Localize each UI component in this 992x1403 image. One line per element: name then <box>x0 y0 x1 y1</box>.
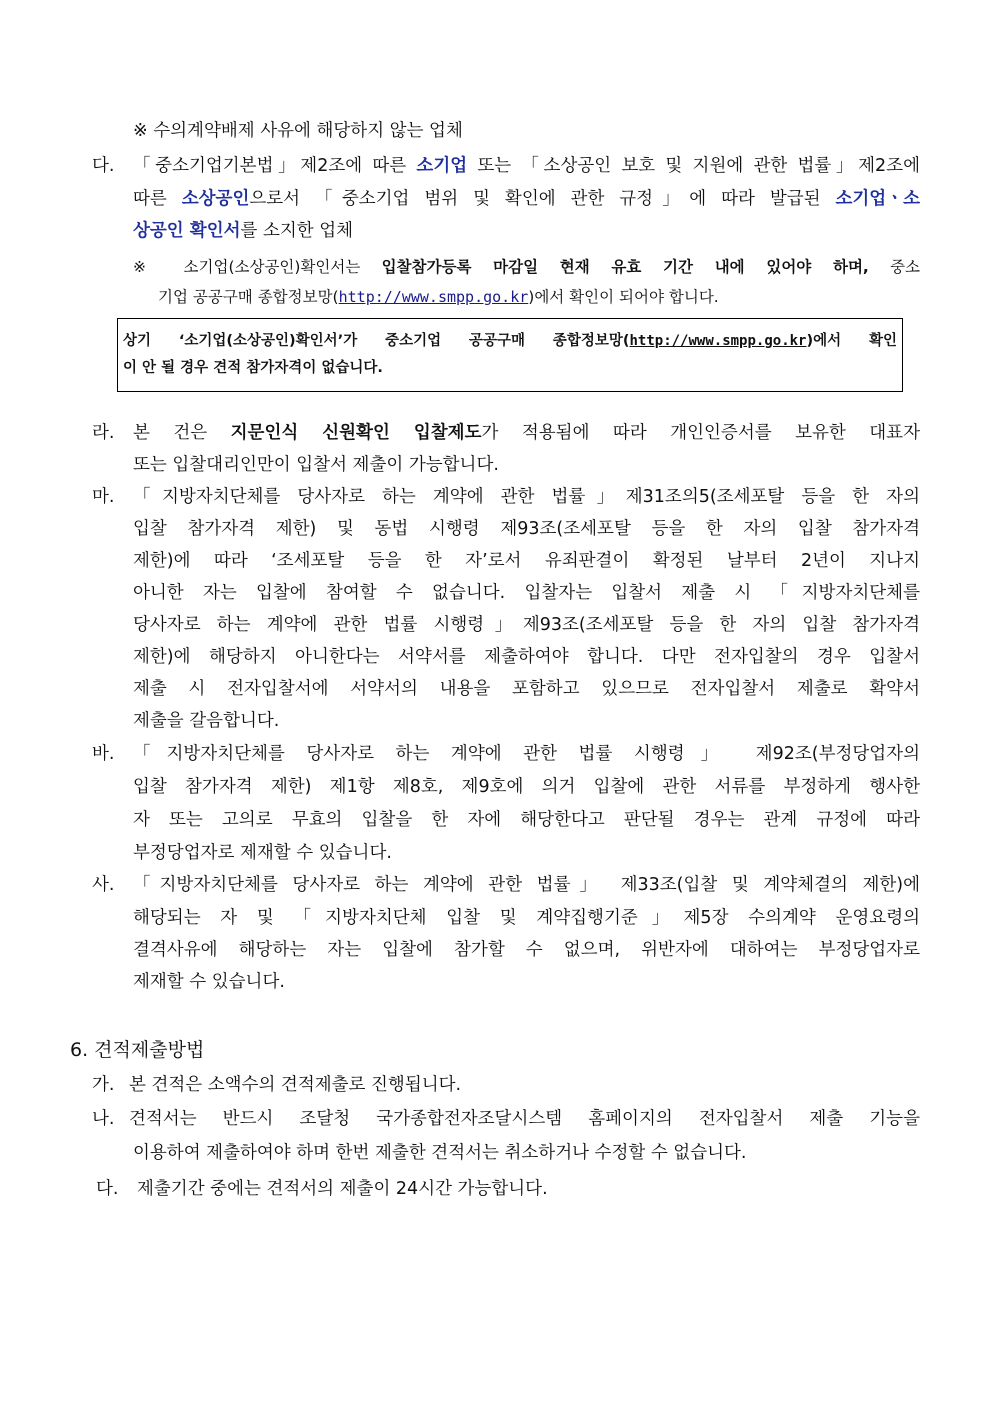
section6-na-line2: 이용하여 제출하여야 하며 한번 제출한 견적서는 취소하거나 수정할 수 없습니다. <box>133 1143 747 1163</box>
notice-smpp-link[interactable]: http://www.smpp.go.kr <box>629 333 807 349</box>
item-sa-line: 해당되는 자 및 「지방자치단체 입찰 및 계약집행기준」제5장 수의계약 운영요령의 <box>133 908 920 928</box>
item-ba-line: 「지방자치단체를 당사자로 하는 계약에 관한 법률 시행령」 제92조(부정당업자의 <box>133 744 920 764</box>
item-ra-line1: 본 건은 지문인식 신원확인 입찰제도가 적용됨에 따라 개인인증서를 보유한 대표자 <box>133 423 920 443</box>
item-sa-line: 「지방자치단체를 당사자로 하는 계약에 관한 법률」 제33조(입찰 및 계약체결의 제한)에 <box>133 875 920 895</box>
item-ma-line: 「지방자치단체를 당사자로 하는 계약에 관한 법률」제31조의5(조세포탈 등을 한 자의 <box>133 487 920 507</box>
item-ba-line: 입찰 참가자격 제한) 제1항 제8호, 제9호에 의거 입찰에 관한 서류를 부정하게 행사한 <box>133 777 920 797</box>
item-ra-line2: 또는 입찰대리인만이 입찰서 제출이 가능합니다. <box>133 455 499 475</box>
item-ba-line: 자 또는 고의로 무효의 입찰을 한 자에 해당한다고 판단될 경우는 관계 규정에 따라 <box>133 810 920 830</box>
item-sa-line: 제재할 수 있습니다. <box>133 972 285 992</box>
item-ra-label: 라. <box>92 423 115 443</box>
notice-box <box>117 318 903 392</box>
section-6-heading: 6. 견적제출방법 <box>70 1039 205 1061</box>
item-da-line3: 상공인 확인서를 소지한 업체 <box>133 221 354 241</box>
section6-da-text: 제출기간 중에는 견적서의 제출이 24시간 가능합니다. <box>137 1179 548 1199</box>
item-ma-line: 당사자로 하는 계약에 관한 법률 시행령」제93조(조세포탈 등을 한 자의 입찰 참가자격 <box>133 615 920 635</box>
item-da-note-line1: ※ 소기업(소상공인)확인서는 입찰참가등록 마감일 현재 유효 기간 내에 있어야 하며, 중소 <box>133 258 921 276</box>
section6-na-line1: 견적서는 반드시 조달청 국가종합전자조달시스템 홈페이지의 전자입찰서 제출 기능을 <box>129 1109 920 1129</box>
item-da-label: 다. <box>92 156 115 176</box>
section6-na-label: 나. <box>92 1109 115 1129</box>
item-ma-line: 제출 시 전자입찰서에 서약서의 내용을 포함하고 있으므로 전자입찰서 제출로 확약서 <box>133 679 920 699</box>
item-da-line1: 「중소기업기본법」제2조에 따른 소기업 또는 「소상공인 보호 및 지원에 관한 법률」제2조에 <box>133 156 920 176</box>
notice-box-line2: 이 안 될 경우 견적 참가자격이 없습니다. <box>123 360 383 376</box>
item-sa-line: 결격사유에 해당하는 자는 입찰에 참가할 수 없으며, 위반자에 대하여는 부정당업자로 <box>133 940 920 960</box>
item-ma-line: 아니한 자는 입찰에 참여할 수 없습니다. 입찰자는 입찰서 제출 시 「지방자치단체를 <box>133 583 920 603</box>
item-ma-line: 제한)에 따라 ‘조세포탈 등을 한 자’로서 유죄판결이 확정된 날부터 2년이 지나지 <box>133 551 920 571</box>
section6-da-label: 다. <box>96 1179 119 1199</box>
item-ma-label: 마. <box>92 487 115 507</box>
item-ba-label: 바. <box>92 744 115 764</box>
exclusion-note: ※ 수의계약배제 사유에 해당하지 않는 업체 <box>133 121 463 141</box>
notice-box-line1: 상기 ‘소기업(소상공인)확인서’가 중소기업 공공구매 종합정보망(http://www.smpp.go.kr)에서 확인 <box>123 333 898 349</box>
smpp-link[interactable]: http://www.smpp.go.kr <box>338 288 529 306</box>
section6-ga-label: 가. <box>92 1075 115 1095</box>
item-ba-line: 부정당업자로 제재할 수 있습니다. <box>133 843 392 863</box>
item-da-note-line2: 기업 공공구매 종합정보망(http://www.smpp.go.kr)에서 확인이 되어야 합니다. <box>158 288 719 306</box>
item-ma-line: 입찰 참가자격 제한) 및 동법 시행령 제93조(조세포탈 등을 한 자의 입찰 참가자격 <box>133 519 920 539</box>
item-ma-line: 제출을 갈음합니다. <box>133 711 280 731</box>
item-ma-line: 제한)에 해당하지 아니한다는 서약서를 제출하여야 합니다. 다만 전자입찰의 경우 입찰서 <box>133 647 920 667</box>
item-sa-label: 사. <box>92 875 115 895</box>
section6-ga-text: 본 견적은 소액수의 견적제출로 진행됩니다. <box>129 1075 462 1095</box>
item-da-line2: 따른 소상공인으로서 「중소기업 범위 및 확인에 관한 규정」에 따라 발급된 소기업ㆍ소 <box>133 189 920 209</box>
